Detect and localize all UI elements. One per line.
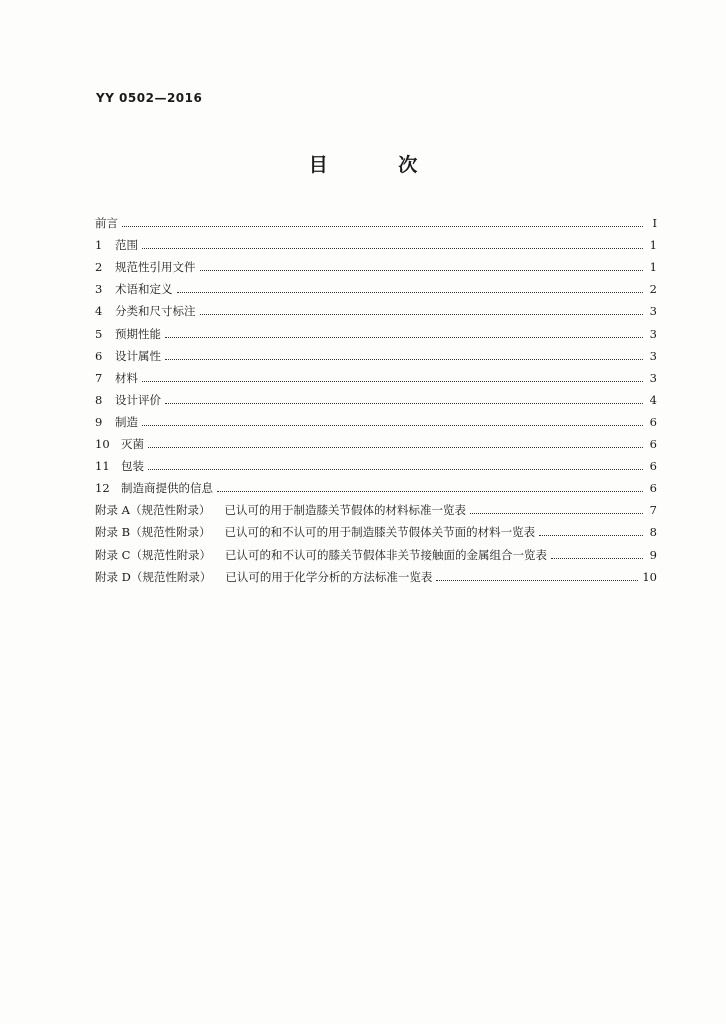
toc-entry-9[interactable]	[95, 407, 657, 429]
toc-entry-page: 6	[649, 437, 657, 452]
toc-entry-text: 制造	[115, 414, 138, 429]
toc-entry-text: 已认可的和不认可的用于制造膝关节假体关节面的材料一览表	[224, 525, 536, 540]
toc-leader	[551, 558, 643, 559]
toc-entry-page: 6	[649, 481, 657, 496]
toc-entry-number: 附录 C（规范性附录）	[95, 547, 211, 562]
toc-entry-text: 规范性引用文件	[115, 260, 196, 275]
toc-leader	[177, 292, 644, 293]
toc-leader	[165, 337, 643, 338]
toc-leader	[148, 469, 643, 470]
toc-entry-page: 2	[649, 282, 657, 297]
toc-entry-annex-d[interactable]	[95, 562, 657, 584]
toc-title: 目 次	[308, 154, 450, 176]
toc-entry-page: 1	[649, 238, 657, 253]
toc-entry-foreword[interactable]	[95, 208, 657, 230]
toc-entry-number: 10	[95, 437, 110, 452]
toc-entry-4[interactable]	[95, 296, 657, 318]
toc-entry-number: 附录 D（规范性附录）	[95, 569, 212, 584]
toc-entry-number: 12	[95, 481, 110, 496]
toc-entry-text: 已认可的用于化学分析的方法标准一览表	[225, 569, 433, 584]
toc-entry-2[interactable]	[95, 252, 657, 274]
toc-entry-text: 预期性能	[115, 326, 161, 341]
toc-entry-page: 3	[649, 304, 657, 319]
toc-entry-page: 6	[649, 414, 657, 429]
toc-entry-page: 10	[642, 569, 657, 584]
toc-entry-text: 设计评价	[115, 392, 161, 407]
toc-leader	[539, 535, 643, 536]
document-code: YY 0502—2016	[96, 91, 203, 105]
toc-entry-page: 9	[649, 547, 657, 562]
toc-leader	[436, 580, 638, 581]
toc-leader	[142, 381, 643, 382]
toc-entry-number: 6	[95, 348, 103, 363]
toc-entry-page: 3	[649, 326, 657, 341]
table-of-contents	[95, 208, 657, 584]
toc-entry-number: 2	[95, 260, 103, 275]
toc-entry-text: 术语和定义	[115, 282, 173, 297]
toc-entry-page: 8	[649, 525, 657, 540]
toc-entry-number: 8	[95, 392, 103, 407]
toc-entry-page: 3	[649, 370, 657, 385]
toc-entry-8[interactable]	[95, 385, 657, 407]
toc-entry-7[interactable]	[95, 363, 657, 385]
toc-entry-annex-c[interactable]	[95, 539, 657, 561]
toc-entry-number: 附录 B（规范性附录）	[95, 525, 211, 540]
toc-entry-number: 5	[95, 326, 103, 341]
toc-entry-annex-b[interactable]	[95, 517, 657, 539]
toc-leader	[142, 425, 643, 426]
toc-leader	[148, 447, 643, 448]
toc-entry-page: 4	[649, 392, 657, 407]
toc-leader	[200, 270, 644, 271]
toc-entry-text: 设计属性	[115, 348, 161, 363]
toc-leader	[165, 359, 643, 360]
toc-entry-number: 附录 A（规范性附录）	[95, 503, 211, 518]
toc-entry-annex-a[interactable]	[95, 495, 657, 517]
toc-leader	[200, 314, 644, 315]
toc-entry-text: 分类和尺寸标注	[115, 304, 196, 319]
toc-entry-6[interactable]	[95, 341, 657, 363]
toc-entry-number: 3	[95, 282, 103, 297]
toc-entry-text: 前言	[95, 216, 118, 231]
toc-entry-text: 材料	[115, 370, 138, 385]
toc-entry-page: 7	[649, 503, 657, 518]
toc-entry-page: 6	[649, 459, 657, 474]
toc-entry-page: I	[652, 216, 657, 231]
toc-entry-text: 范围	[115, 238, 138, 253]
toc-entry-10[interactable]	[95, 429, 657, 451]
toc-entry-number: 7	[95, 370, 103, 385]
toc-entry-text: 已认可的用于制造膝关节假体的材料标准一览表	[224, 503, 466, 518]
toc-entry-number: 9	[95, 414, 103, 429]
toc-leader	[142, 248, 643, 249]
toc-entry-12[interactable]	[95, 473, 657, 495]
toc-leader	[165, 403, 643, 404]
toc-entry-number: 4	[95, 304, 103, 319]
toc-entry-number: 1	[95, 238, 103, 253]
toc-leader	[470, 513, 643, 514]
toc-leader	[217, 491, 643, 492]
toc-leader	[122, 226, 643, 227]
toc-entry-text: 包装	[121, 459, 144, 474]
toc-entry-page: 1	[649, 260, 657, 275]
toc-entry-1[interactable]	[95, 230, 657, 252]
toc-entry-text: 灭菌	[121, 437, 144, 452]
toc-entry-number: 11	[95, 459, 110, 474]
toc-entry-5[interactable]	[95, 318, 657, 340]
toc-entry-text: 制造商提供的信息	[121, 481, 213, 496]
toc-entry-11[interactable]	[95, 451, 657, 473]
toc-entry-text: 已认可的和不认可的膝关节假体非关节接触面的金属组合一览表	[224, 547, 547, 562]
toc-entry-3[interactable]	[95, 274, 657, 296]
toc-entry-page: 3	[649, 348, 657, 363]
